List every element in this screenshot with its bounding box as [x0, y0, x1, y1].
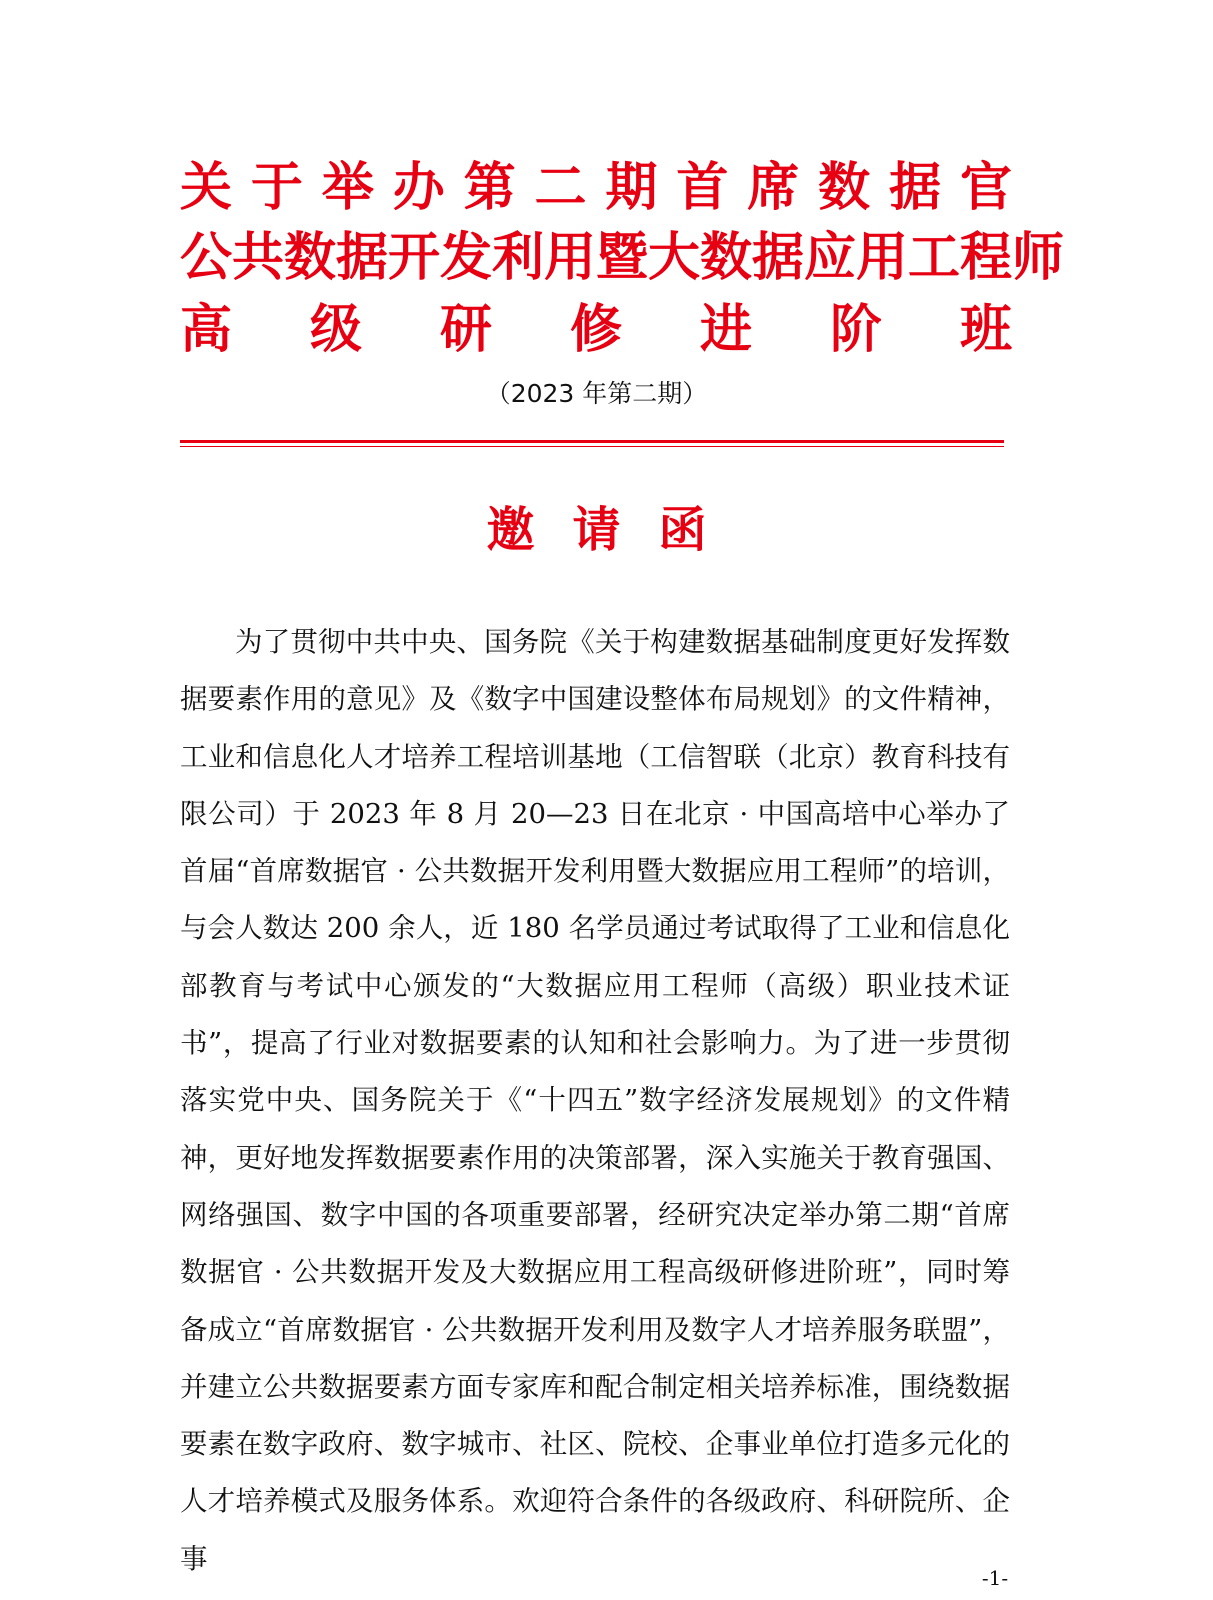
document-title-line-1: 关于举办第二期首席数据官 [180, 158, 1012, 218]
document-title-line-2: 公共数据开发利用暨大数据应用工程师 [180, 228, 1065, 288]
document-subtitle: （2023 年第二期） [485, 379, 708, 408]
red-divider-thin [180, 446, 1004, 447]
red-divider-thick [180, 440, 1004, 443]
invitation-heading: 邀请函 [486, 502, 745, 558]
page-number: -1- [981, 1566, 1009, 1590]
body-paragraph: 为了贯彻中共中央、国务院《关于构建数据基础制度更好发挥数据要素作用的意见》及《数字中国建设整体布局规划》的文件精神，工业和信息化人才培养工程培训基地（工信智联（北京）教育科技有限公司）于 2023 年 8 月 20—23 日在北京 · 中国高培中心举办了首届“首席数据官 · 公共数据开发利用暨大数据应用工程师”的培训，与会人数达 200 余人，近 180 名学员通过考试取得了工业和信息化部教育与考试中心颁发的“大数据应用工程师（高级）职业技术证书”，提高了行业对数据要素的认知和社会影响力。为了进一步贯彻落实党中央、国务院关于《“十四五”数字经济发展规划》的文件精神，更好地发挥数据要素作用的决策部署，深入实施关于教育强国、网络强国、数字中国的各项重要部署，经研究决定举办第二期“首席数据官 · 公共数据开发及大数据应用工程高级研修进阶班”，同时筹备成立“首席数据官 · 公共数据开发利用及数字人才培养服务联盟”，并建立公共数据要素方面专家库和配合制定相关培养标准，围绕数据要素在数字政府、数字城市、社区、院校、企事业单位打造多元化的人才培养模式及服务体系。欢迎符合条件的各级政府、科研院所、企事 [180, 626, 1010, 1575]
document-title-line-3: 高级研修进阶班 [180, 300, 1012, 360]
